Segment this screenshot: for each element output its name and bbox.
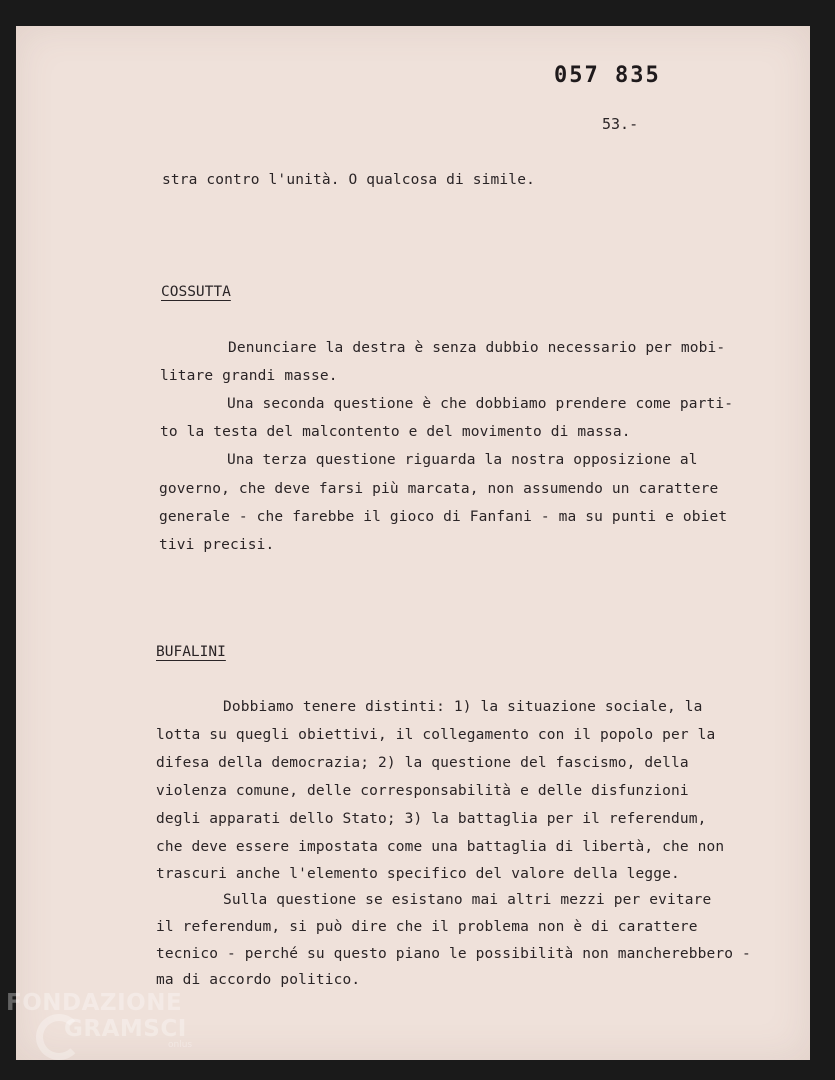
- text-line: Una seconda questione è che dobbiamo prendere come parti-: [227, 396, 734, 412]
- text-line: difesa della democrazia; 2) la questione del fascismo, della: [156, 755, 689, 771]
- watermark-line-1: FONDAZIONE: [6, 990, 183, 1016]
- text-line: il referendum, si può dire che il problema non è di carattere: [156, 919, 698, 935]
- text-line: Una terza questione riguarda la nostra opposizione al: [227, 452, 698, 468]
- speaker-heading-bufalini: BUFALINI: [156, 644, 226, 660]
- watermark-line-3: onlus: [168, 1040, 193, 1050]
- text-line: trascuri anche l'elemento specifico del valore della legge.: [156, 866, 680, 882]
- bleed-through-texture: [166, 188, 796, 948]
- watermark-line-2: GRAMSCI: [64, 1016, 187, 1042]
- text-line: degli apparati dello Stato; 3) la battaglia per il referendum,: [156, 811, 707, 827]
- page-number: 53.-: [602, 115, 639, 133]
- document-page: [16, 26, 810, 1060]
- speaker-heading-cossutta: COSSUTTA: [161, 284, 231, 300]
- opening-line: stra contro l'unità. O qualcosa di simile.: [162, 172, 535, 188]
- text-line: violenza comune, delle corresponsabilità e delle disfunzioni: [156, 783, 689, 799]
- text-line: lotta su quegli obiettivi, il collegamento con il popolo per la: [156, 727, 716, 743]
- text-line: Sulla questione se esistano mai altri mezzi per evitare: [223, 892, 712, 908]
- text-line: tecnico - perché su questo piano le possibilità non mancherebbero -: [156, 946, 751, 962]
- text-line: litare grandi masse.: [160, 368, 338, 384]
- text-line: governo, che deve farsi più marcata, non assumendo un carattere: [159, 481, 719, 497]
- text-line: che deve essere impostata come una battaglia di libertà, che non: [156, 839, 725, 855]
- text-line: Dobbiamo tenere distinti: 1) la situazione sociale, la: [223, 699, 703, 715]
- text-line: Denunciare la destra è senza dubbio necessario per mobi-: [228, 340, 726, 356]
- archive-reference-number: 057 835: [554, 63, 661, 88]
- text-line: tivi precisi.: [159, 537, 275, 553]
- text-line: to la testa del malcontento e del movimento di massa.: [160, 424, 631, 440]
- text-line: generale - che farebbe il gioco di Fanfani - ma su punti e obiet: [159, 509, 728, 525]
- text-line: ma di accordo politico.: [156, 972, 361, 988]
